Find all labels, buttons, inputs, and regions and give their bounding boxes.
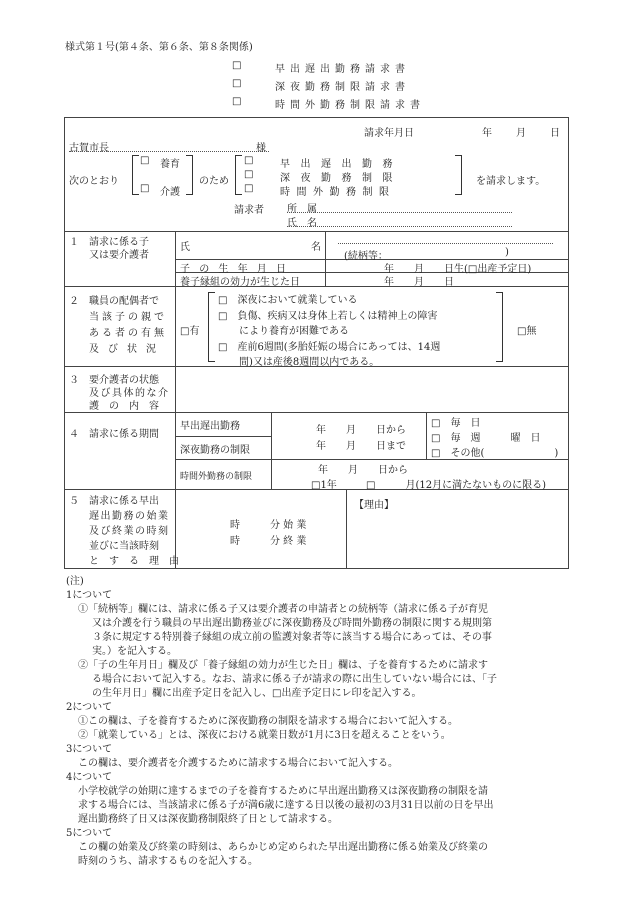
start-time[interactable]: 時 分 始 業 xyxy=(230,520,307,531)
checkbox-childcare[interactable]: □ xyxy=(140,155,150,166)
note-line: ②「就業している」とは、深夜における就業日数が1月に3日を超えることをいう。 xyxy=(78,730,451,741)
note-line: 3について xyxy=(66,744,113,755)
note-line: ①「続柄等」欄には、請求に係る子又は要介護者の申請者との続柄等（請求に係る子が育児 xyxy=(78,604,488,615)
checkbox-overtime-title[interactable]: □ xyxy=(232,96,242,107)
row2-label-1: ２ 職員の配偶者で xyxy=(69,296,159,307)
note-line: (注) xyxy=(66,576,84,587)
honorific: 様 xyxy=(256,143,266,154)
checkbox-early-late-title[interactable]: □ xyxy=(232,60,242,71)
note-line: 1について xyxy=(66,590,113,601)
freq-other[interactable]: □ その他( ) xyxy=(431,448,559,459)
adopt-label: 養子縁組の効力が生じた日 xyxy=(180,277,300,288)
note-line: 求する場合には、当該請求に係る子が満6歳に達する日以後の最初の3月31日以前の日を早出 xyxy=(78,800,494,811)
period-to[interactable]: 年 月 日まで xyxy=(316,441,406,452)
night-label: 深夜勤務の制限 xyxy=(180,445,250,456)
checkbox-req-early-late[interactable]: □ xyxy=(244,155,254,166)
note-line: この欄は、要介護者を介護するために請求する場合において記入する。 xyxy=(78,758,398,769)
reason-label: 【理由】 xyxy=(354,500,394,511)
request-month[interactable]: 月 xyxy=(516,128,526,139)
relation-close: ) xyxy=(505,247,509,258)
note-line: 又は介護を行う職員の早出遅出勤務並びに深夜勤務及び時間外勤務の制限に関する規則第 xyxy=(92,618,492,629)
row5-label-3: 及び終業の時刻 xyxy=(89,526,170,537)
overtime-1year[interactable]: □1年 xyxy=(311,480,337,491)
period-from[interactable]: 年 月 日から xyxy=(316,425,406,436)
note-line: 5について xyxy=(66,828,113,839)
note-line: の生年月日」欄に出産予定日を記入し、□出産予定日にレ印を記入する。 xyxy=(92,688,422,699)
intro-text: 次のとおり xyxy=(69,176,119,187)
adopt-value[interactable]: 年 月 日 xyxy=(384,277,454,288)
checkbox-nursing[interactable]: □ xyxy=(140,183,150,194)
row1-name-label-2: 名 xyxy=(311,242,321,253)
note-line: 実。）を記入する。 xyxy=(92,646,177,657)
row4-label: ４ 請求に係る期間 xyxy=(69,429,159,440)
checkbox-req-overtime[interactable]: □ xyxy=(244,183,254,194)
row2-label-4: 及び状況 xyxy=(89,344,165,355)
title-overtime: 時間外勤務制限請求書 xyxy=(275,100,425,111)
row3-label-3: 護の内容 xyxy=(89,401,169,412)
row1-name-label: 氏 xyxy=(180,242,190,253)
row5-label-2: 遅出勤務の始業 xyxy=(89,511,170,522)
row1-label-b: 又は要介護者 xyxy=(89,250,149,261)
end-time[interactable]: 時 分 終 業 xyxy=(230,536,307,547)
note-line: ①この欄は、子を養育するために深夜勤務の制限を請求する場合において記入する。 xyxy=(78,716,458,727)
request-day[interactable]: 日 xyxy=(550,128,560,139)
status-item-3[interactable]: □ 産前6週間(多胎妊娠の場合にあっては、14週 xyxy=(218,342,441,353)
requester-label: 請求者 xyxy=(234,205,264,216)
note-line: 小学校就学の始期に達するまでの子を養育するために早出遅出勤務又は深夜勤務の制限を請 xyxy=(78,786,488,797)
birth-label: 子の生年月日 xyxy=(180,264,296,275)
note-line: ②「子の生年月日」欄及び「養子縁組の効力が生じた日」欄は、子を養育するために請求す xyxy=(78,660,488,671)
row1-label-a: １ 請求に係る子 xyxy=(69,237,149,248)
note-line: る場合において記入する。なお、請求に係る子が請求の際に出生していない場合には、「子 xyxy=(92,674,497,685)
note-line: 時刻のうち、請求するものを記入する。 xyxy=(78,856,258,867)
note-line: ３条に規定する特別養子縁組の成立前の監護対象者等に該当する場合にあっては、その事 xyxy=(92,632,492,643)
spouse-yes[interactable]: □有 xyxy=(180,326,200,337)
request-text: を請求します。 xyxy=(476,176,546,187)
overtime-from[interactable]: 年 月 日から xyxy=(318,465,408,476)
req-overtime: 時間外勤務制限 xyxy=(280,187,396,198)
reason-childcare: 養育 xyxy=(160,159,180,170)
checkbox-req-night[interactable]: □ xyxy=(244,169,254,180)
for-label: のため xyxy=(199,176,229,187)
row5-label-5: と す る 理 由 xyxy=(89,556,179,567)
row5-label-4: 並びに当該時刻 xyxy=(89,541,159,552)
row3-label-2: 及び具体的な介 xyxy=(89,388,170,399)
req-night: 深夜勤務制限 xyxy=(280,173,403,184)
name-label: 氏 名 xyxy=(287,218,317,229)
status-item-2[interactable]: □ 負傷、疾病又は身体上若しくは精神上の障害 xyxy=(218,311,438,322)
req-early-late: 早出遅出勤務 xyxy=(280,159,403,170)
note-line: 遅出勤務終了日又は深夜勤務制限終了日として請求する。 xyxy=(78,814,338,825)
note-line: 4について xyxy=(66,772,113,783)
overtime-months[interactable]: □ 月(12月に満たないものに限る) xyxy=(366,480,546,491)
reason-nursing: 介護 xyxy=(160,187,180,198)
title-night: 深夜勤務制限請求書 xyxy=(275,82,410,93)
overtime-label: 時間外勤務の制限 xyxy=(180,472,253,482)
birth-value[interactable]: 年 月 日生(□出産予定日) xyxy=(384,264,532,275)
row2-label-2: 当該子の親で xyxy=(89,312,167,323)
request-year[interactable]: 年 xyxy=(482,128,492,139)
status-item-1[interactable]: □ 深夜において就業している xyxy=(218,295,358,306)
early-late-label: 早出遅出勤務 xyxy=(180,421,240,432)
freq-daily[interactable]: □ 毎 日 xyxy=(431,418,481,429)
row5-label-1: ５ 請求に係る早出 xyxy=(69,496,159,507)
relation-label: (続柄等： xyxy=(344,251,388,262)
freq-weekly[interactable]: □ 毎 週 曜 日 xyxy=(431,433,541,444)
dept-label: 所 属 xyxy=(287,204,317,215)
row2-label-3: ある者の有無 xyxy=(89,328,167,339)
title-early-late: 早出遅出勤務請求書 xyxy=(275,64,410,75)
status-item-3b: 間)又は産後8週間以内である。 xyxy=(239,357,380,368)
spouse-no[interactable]: □無 xyxy=(517,326,537,337)
form-number: 様式第１号(第４条、第６条、第８条関係) xyxy=(65,42,253,53)
note-line: 2について xyxy=(66,702,113,713)
status-item-2b: により養育が困難である xyxy=(239,326,349,337)
addressee: 古賀市長 xyxy=(69,143,109,154)
checkbox-night-title[interactable]: □ xyxy=(232,78,242,89)
request-date-label: 請求年月日 xyxy=(364,128,414,139)
row3-label-1: ３ 要介護者の状態 xyxy=(69,375,159,386)
note-line: この欄の始業及び終業の時刻は、あらかじめ定められた早出遅出勤務に係る始業及び終業の xyxy=(78,842,488,853)
